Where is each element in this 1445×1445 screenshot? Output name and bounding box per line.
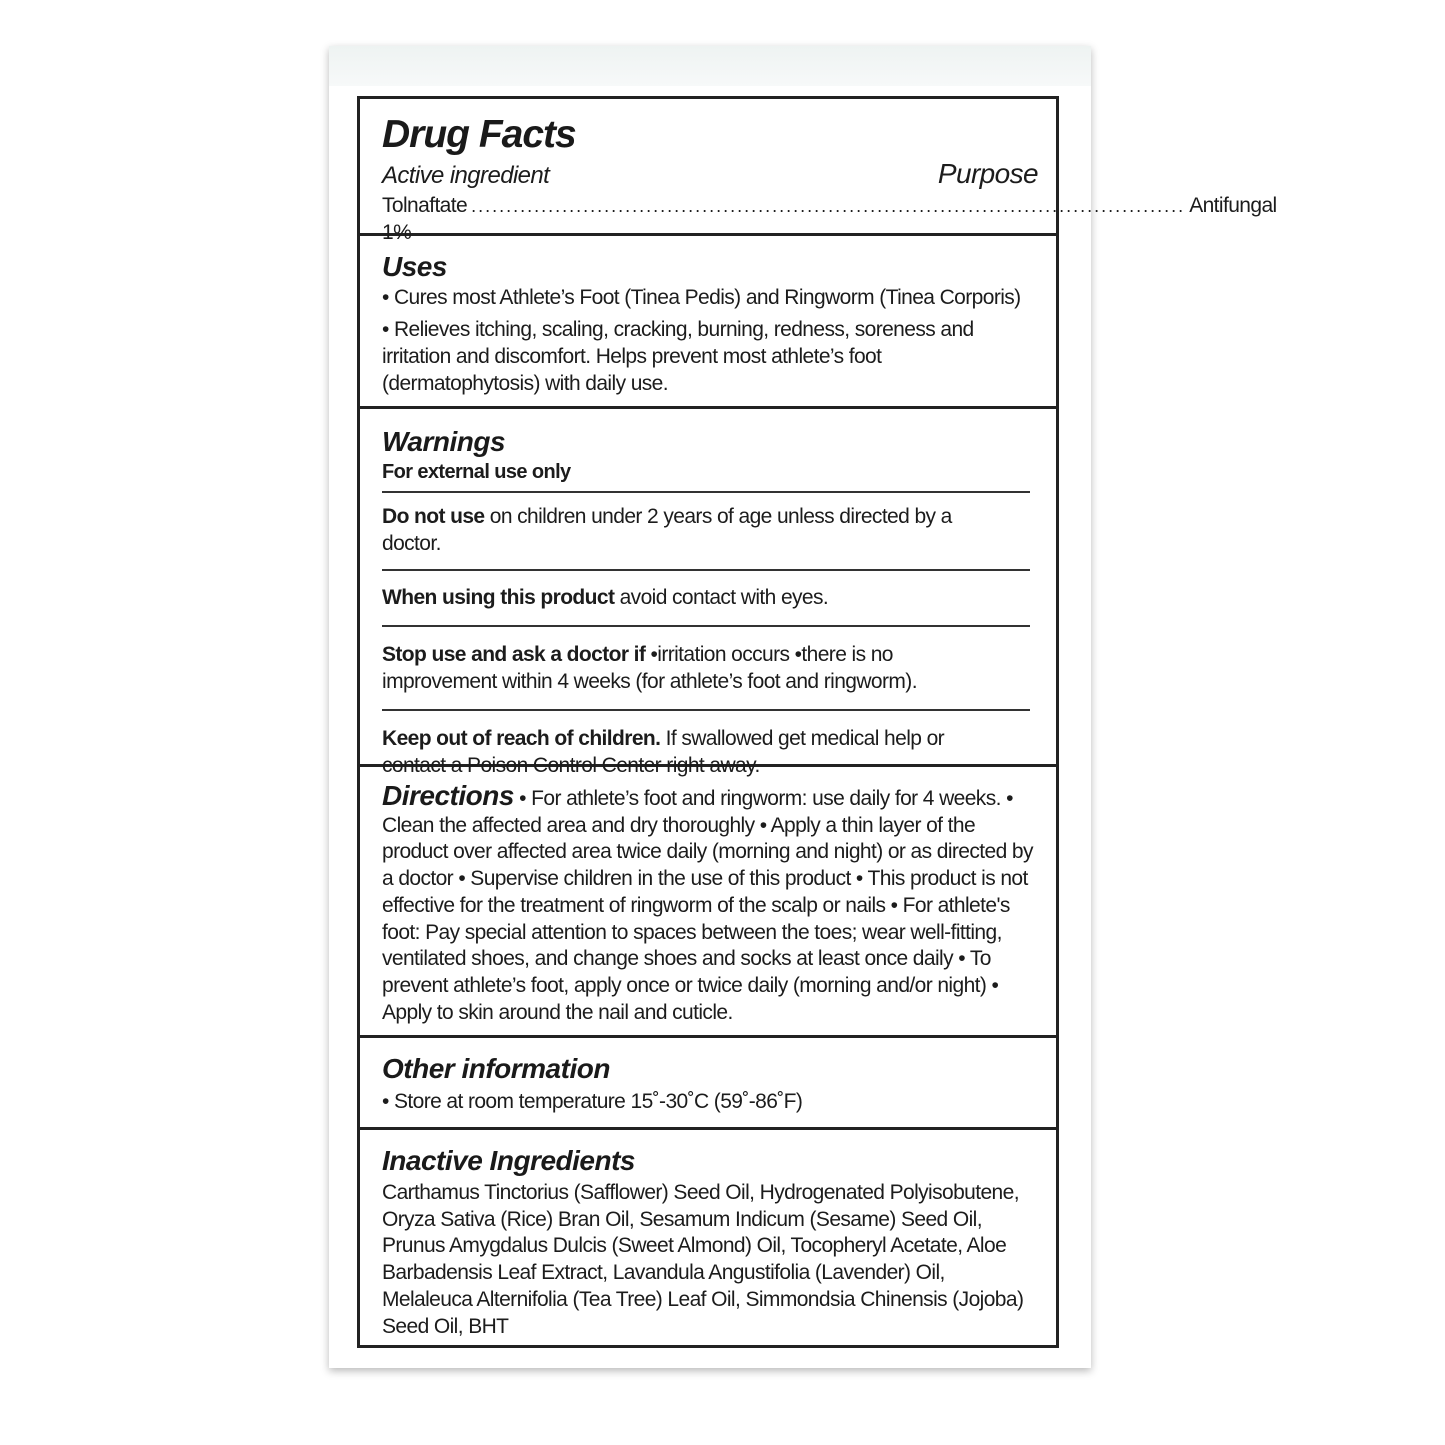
purpose-label: Purpose: [937, 158, 1038, 189]
inactive-ingredients-list: Carthamus Tinctorius (Safflower) Seed Oil, Hydrogenated Polyisobutene, Oryza Sativa (Rice) Bran Oil, Sesamum Indicum (Sesame) Seed Oil, Prunus Amygdalus Dulcis (Sweet Almond) Oil, Tocopheryl Acetate, Aloe Barbadensis Leaf Extract, Lavandula Angustifolia (Lavender) Oil, Melaleuca Alternifolia (Tea Tree) Leaf Oil, Simmondsia Chinensis (Jojoba) Seed Oil, BHT: [382, 1181, 1024, 1338]
dot-leader: ......................................................................................................: [471, 196, 1186, 216]
stop-use-lead: Stop use and ask a doctor if: [382, 643, 646, 666]
other-information-section: [360, 1038, 1056, 1130]
warnings-divider: [382, 491, 1030, 493]
drug-facts-panel: [357, 96, 1277, 1348]
when-using-text: avoid contact with eyes.: [614, 586, 829, 609]
inactive-ingredients-heading: Inactive Ingredients: [382, 1145, 635, 1176]
do-not-use-lead: Do not use: [382, 505, 485, 528]
warnings-section: [360, 409, 1056, 777]
when-using-warning: [382, 584, 1038, 611]
directions-body: • For athlete’s foot and ringworm: use daily for 4 weeks. • Clean the affected area and dry thoroughly • Apply a thin layer of the product over affected area twice daily (morning and night) or as directed by a doctor • Supervise children in the use of this product • This product is not effective for the treatment of ringworm of the scalp or nails • For athlete's foot: Pay special attention to spaces between the toes; wear well-fitting, ventilated shoes, and change shoes and socks at least once daily • To prevent athlete’s foot, apply once or twice daily (morning and/or night) • Apply to skin around the nail and cuticle.: [382, 787, 1033, 1024]
other-information-heading: Other information: [382, 1053, 610, 1084]
do-not-use-warning: [382, 503, 1038, 557]
drug-facts-title: Drug Facts: [382, 113, 576, 156]
warnings-divider: [382, 569, 1030, 571]
directions-heading: Directions: [382, 780, 514, 811]
box-top-flap: [329, 46, 1091, 86]
do-not-use-text: on children under 2 years of age unless directed by a doctor.: [382, 505, 952, 555]
when-using-lead: When using this product: [382, 586, 615, 609]
uses-heading: Uses: [382, 251, 447, 282]
drug-facts-header: [360, 99, 1277, 244]
stop-use-text: •irritation occurs •there is no improvement within 4 weeks (for athlete’s foot and ringworm).: [382, 643, 917, 693]
active-ingredient-label: Active ingredient: [382, 162, 550, 189]
keep-out-text: If swallowed get medical help or contact a Poison Control Center right away.: [382, 727, 945, 777]
uses-item-relieves: • Relieves itching, scaling, cracking, burning, redness, soreness and irritation and discomfort. Helps prevent most athlete’s foot (dermatophytosis) with daily use.: [382, 318, 974, 395]
external-use-note: For external use only: [382, 461, 571, 483]
uses-item-cures: • Cures most Athlete’s Foot (Tinea Pedis) and Ringworm (Tinea Corporis): [382, 286, 1021, 309]
warnings-divider: [382, 625, 1030, 627]
ingredient-purpose: Antifungal: [1189, 194, 1277, 217]
inactive-ingredients-section: [360, 1130, 1056, 1345]
keep-out-lead: Keep out of reach of children.: [382, 727, 661, 750]
uses-section: [360, 236, 1056, 409]
active-ingredient-name: Tolnaftate 1%: [382, 194, 468, 244]
directions-text: [382, 780, 1038, 1026]
warnings-divider: [382, 709, 1030, 711]
warnings-heading: Warnings: [382, 426, 506, 457]
stop-use-warning: [382, 641, 1038, 695]
storage-note: • Store at room temperature 15˚-30˚C (59˚-86˚F): [382, 1090, 803, 1113]
directions-section: [360, 767, 1056, 1038]
